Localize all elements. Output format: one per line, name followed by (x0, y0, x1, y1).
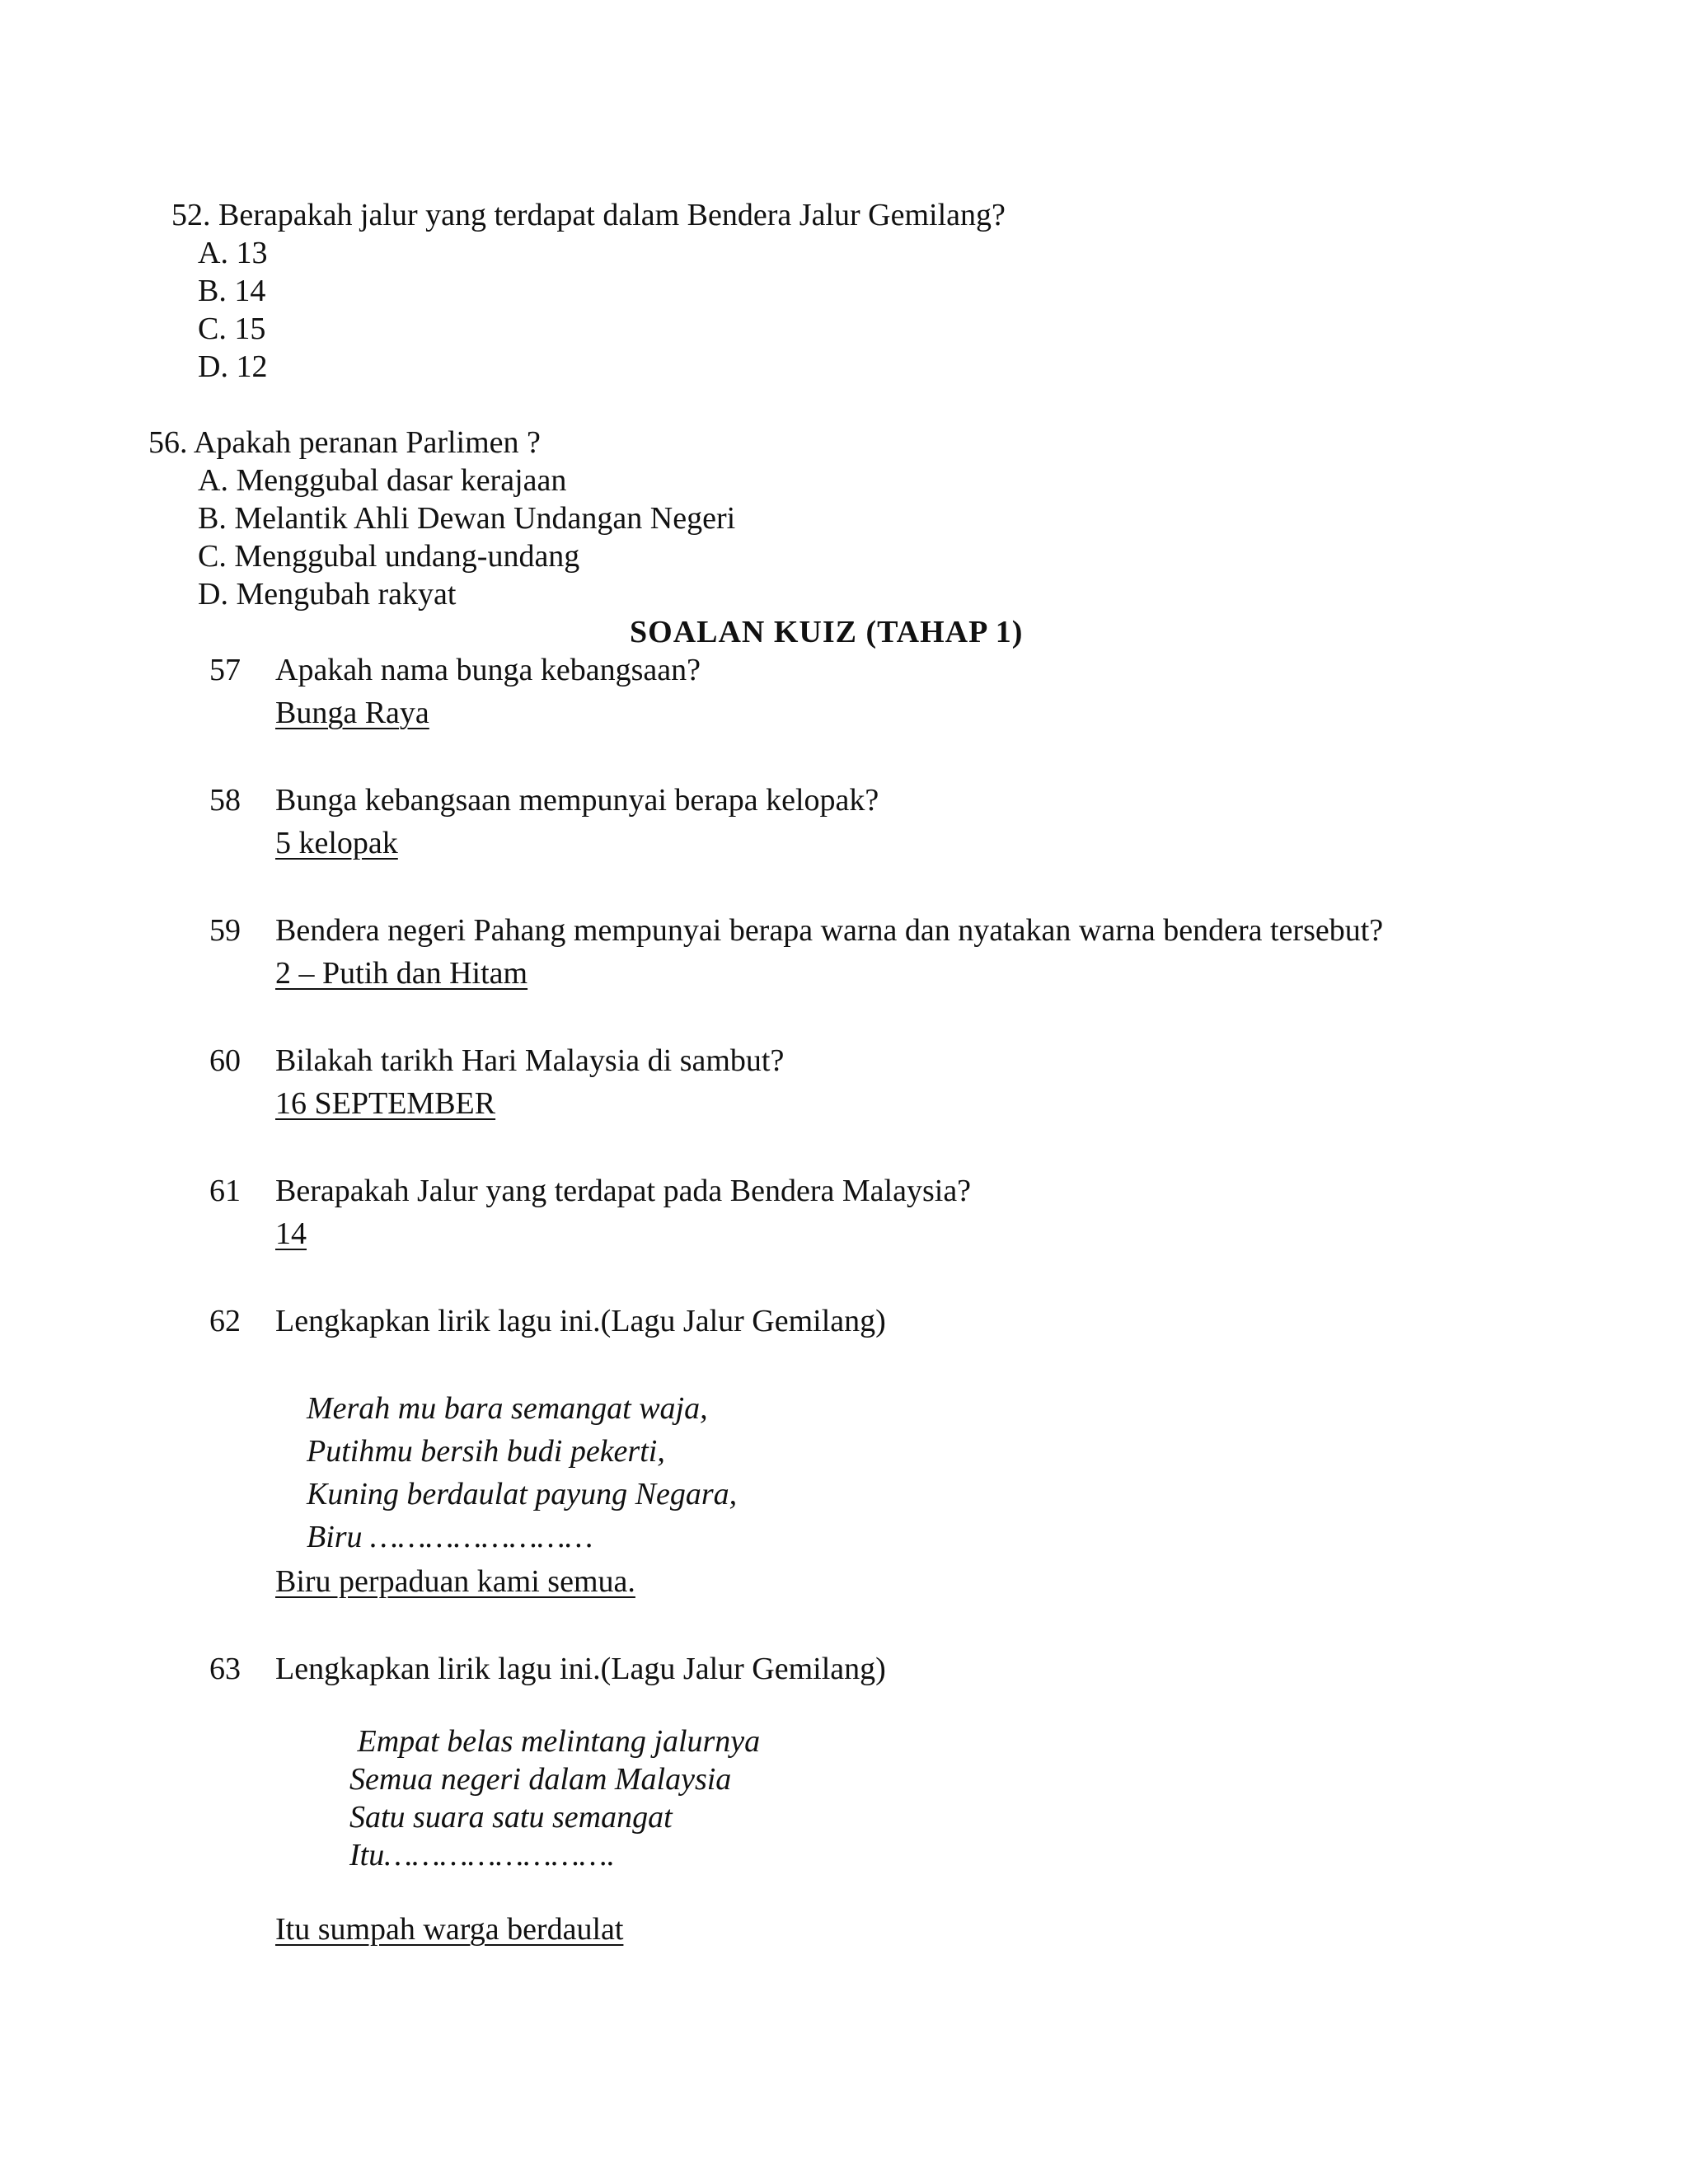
section-title: SOALAN KUIZ (TAHAP 1) (630, 615, 1024, 649)
question-56-option-c: C. Menggubal undang-undang (198, 539, 580, 574)
quiz-question-58: Bunga kebangsaan mempunyai berapa kelopak? (275, 783, 879, 818)
quiz-answer-60: 16 SEPTEMBER (275, 1086, 496, 1121)
quiz-number-57: 57 (209, 653, 241, 687)
question-52-option-b: B. 14 (198, 274, 266, 308)
question-56-text: 56. Apakah peranan Parlimen ? (148, 425, 541, 460)
quiz-question-63: Lengkapkan lirik lagu ini.(Lagu Jalur Gemilang) (275, 1652, 886, 1686)
lyric-line: Biru …………………… (307, 1520, 593, 1554)
lyric-line: Empat belas melintang jalurnya (349, 1724, 761, 1759)
lyric-line: Merah mu bara semangat waja, (307, 1391, 708, 1426)
quiz-answer-58: 5 kelopak (275, 826, 398, 860)
question-52-option-d: D. 12 (198, 349, 268, 384)
lyric-line: Satu suara satu semangat (349, 1800, 673, 1835)
quiz-answer-63: Itu sumpah warga berdaulat (275, 1912, 624, 1947)
quiz-number-60: 60 (209, 1043, 241, 1078)
quiz-number-61: 61 (209, 1174, 241, 1208)
lyric-line: Kuning berdaulat payung Negara, (307, 1477, 738, 1511)
lyric-line: Putihmu bersih budi pekerti, (307, 1434, 665, 1469)
quiz-answer-62: Biru perpaduan kami semua. (275, 1564, 635, 1599)
question-52-option-c: C. 15 (198, 312, 266, 346)
quiz-question-59: Bendera negeri Pahang mempunyai berapa warna dan nyatakan warna bendera tersebut? (275, 913, 1384, 948)
quiz-number-63: 63 (209, 1652, 241, 1686)
quiz-question-61: Berapakah Jalur yang terdapat pada Bendera Malaysia? (275, 1174, 972, 1208)
quiz-number-62: 62 (209, 1304, 241, 1338)
question-52-text: 52. Berapakah jalur yang terdapat dalam Bendera Jalur Gemilang? (171, 198, 1006, 232)
quiz-answer-59: 2 – Putih dan Hitam (275, 956, 528, 991)
question-56-option-d: D. Mengubah rakyat (198, 577, 457, 612)
question-56-option-b: B. Melantik Ahli Dewan Undangan Negeri (198, 501, 736, 536)
quiz-number-59: 59 (209, 913, 241, 948)
quiz-number-58: 58 (209, 783, 241, 818)
quiz-answer-57: Bunga Raya (275, 696, 429, 730)
quiz-question-60: Bilakah tarikh Hari Malaysia di sambut? (275, 1043, 785, 1078)
quiz-answer-61: 14 (275, 1216, 307, 1251)
question-56-option-a: A. Menggubal dasar kerajaan (198, 463, 567, 498)
lyric-line: Itu……………………. (349, 1838, 616, 1872)
quiz-question-62: Lengkapkan lirik lagu ini.(Lagu Jalur Gemilang) (275, 1304, 886, 1338)
question-52-option-a: A. 13 (198, 236, 268, 270)
quiz-question-57: Apakah nama bunga kebangsaan? (275, 653, 701, 687)
lyric-line: Semua negeri dalam Malaysia (349, 1762, 732, 1797)
